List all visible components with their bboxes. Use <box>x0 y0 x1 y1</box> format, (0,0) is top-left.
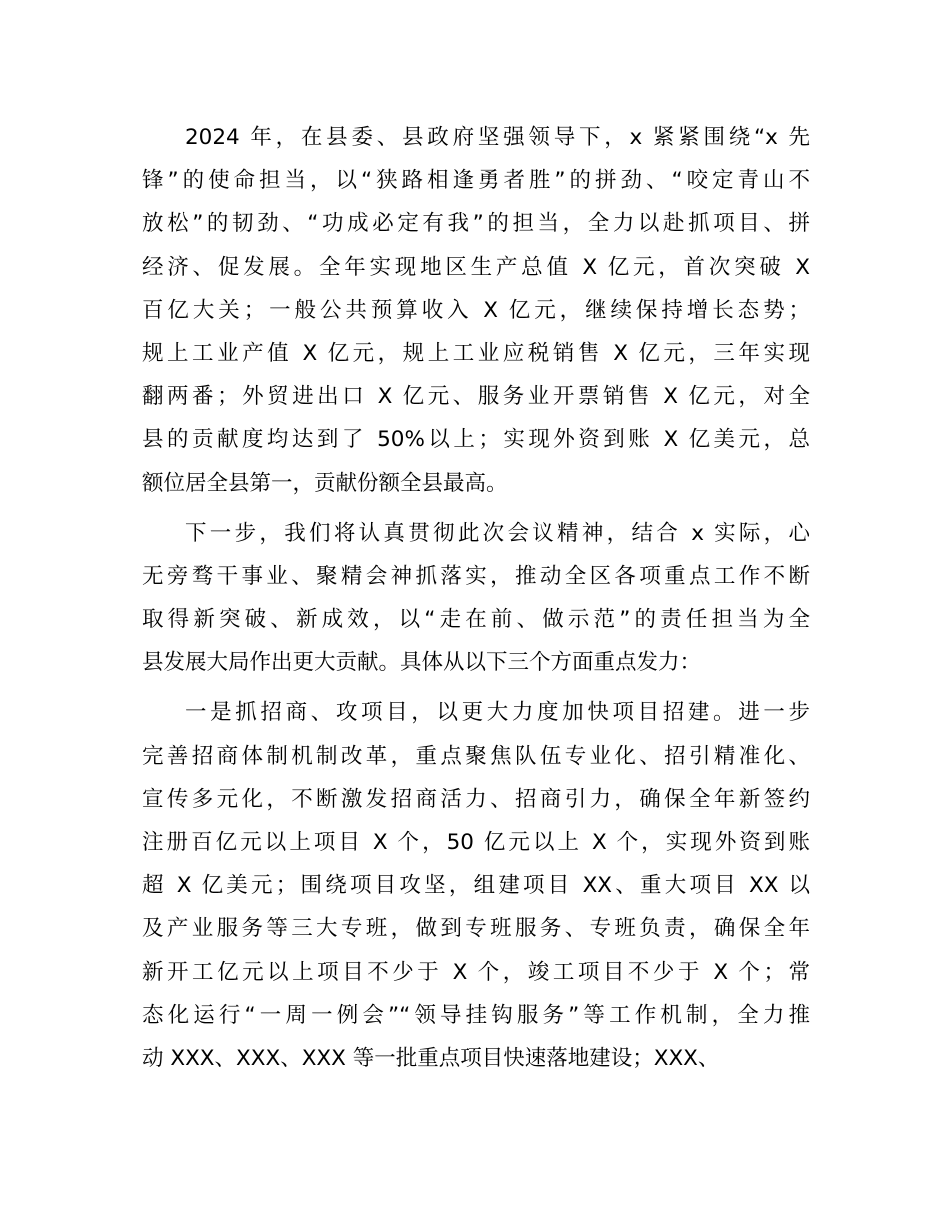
text-line: 经济、促发展。全年实现地区生产总值 X 亿元，首次突破 X <box>142 254 810 280</box>
text-line: 一是抓招商、攻项目，以更大力度加快项目招建。进一步 <box>185 700 810 726</box>
text-line: 百亿大关；一般公共预算收入 X 亿元，继续保持增长态势； <box>142 297 810 323</box>
text-line: 下一步，我们将认真贯彻此次会议精神，结合 x 实际，心 <box>185 520 810 546</box>
text-line: 态化运行“一周一例会”“领导挂钩服务”等工作机制，全力推 <box>142 1002 810 1028</box>
text-line: 锋”的使命担当，以“狭路相逢勇者胜”的拼劲、“咬定青山不 <box>142 168 810 194</box>
text-line: 超 X 亿美元；围绕项目攻坚，组建项目 XX、重大项目 XX 以 <box>142 873 810 899</box>
text-line: 额位居全县第一，贡献份额全县最高。 <box>142 470 508 496</box>
document-body <box>142 116 810 1080</box>
text-line: 规上工业产值 X 亿元，规上工业应税销售 X 亿元，三年实现 <box>142 340 810 366</box>
text-line: 注册百亿元以上项目 X 个，50 亿元以上 X 个，实现外资到账 <box>142 830 810 855</box>
text-line: 无旁骛干事业、聚精会神抓落实，推动全区各项重点工作不断 <box>142 563 810 589</box>
text-line: 动 XXX、XXX、XXX 等一批重点项目快速落地建设；XXX、 <box>142 1045 720 1071</box>
text-line: 翻两番；外贸进出口 X 亿元、服务业开票销售 X 亿元，对全 <box>142 384 810 410</box>
paragraph-next-steps <box>142 512 810 685</box>
text-line: 新开工亿元以上项目不少于 X 个，竣工项目不少于 X 个；常 <box>142 959 810 985</box>
text-line: 放松”的韧劲、“功成必定有我”的担当，全力以赴抓项目、拼 <box>142 211 810 237</box>
text-line: 县发展大局作出更大贡献。具体从以下三个方面重点发力： <box>142 650 702 676</box>
text-line: 2024 年，在县委、县政府坚强领导下，x 紧紧围绕“x 先 <box>185 125 810 150</box>
paragraph-summary-2024 <box>142 116 810 505</box>
text-line: 取得新突破、新成效，以“走在前、做示范”的责任担当为全 <box>142 607 810 633</box>
text-line: 及产业服务等三大专班，做到专班服务、专班负责，确保全年 <box>142 916 810 942</box>
text-line: 宣传多元化，不断激发招商活力、招商引力，确保全年新签约 <box>142 786 810 812</box>
text-line: 县的贡献度均达到了 50%以上；实现外资到账 X 亿美元，总 <box>142 427 810 453</box>
paragraph-investment-projects <box>142 691 810 1080</box>
text-line: 完善招商体制机制改革，重点聚焦队伍专业化、招引精准化、 <box>142 743 810 769</box>
